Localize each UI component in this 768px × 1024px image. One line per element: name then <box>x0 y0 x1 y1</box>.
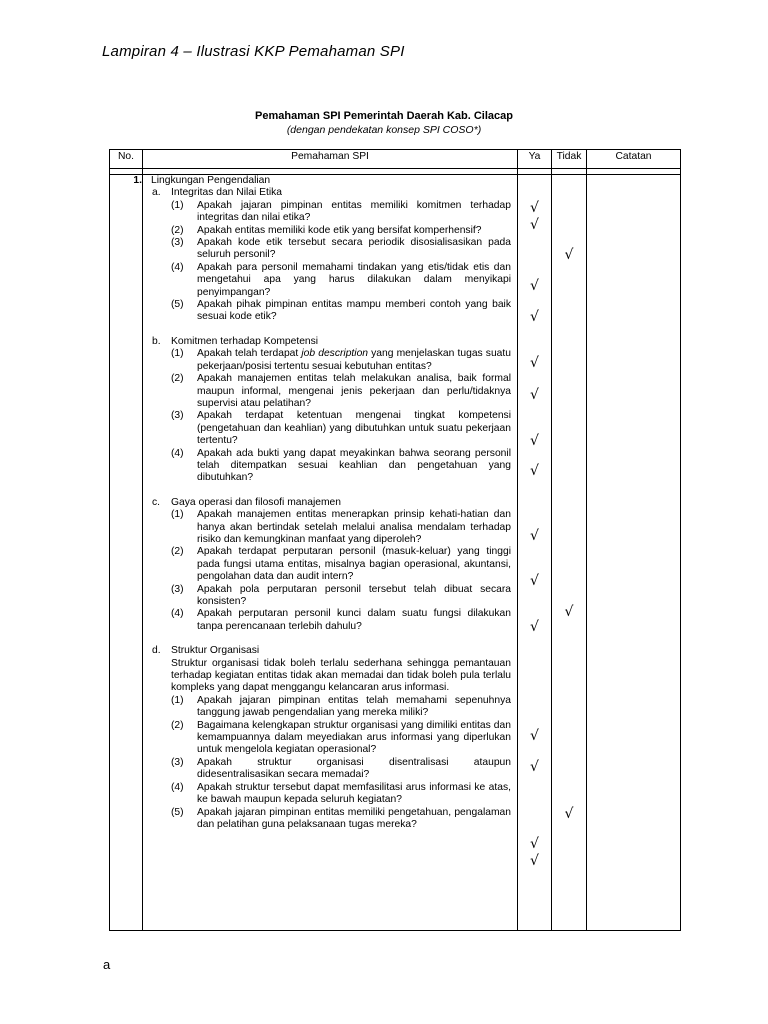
table-title: Pemahaman SPI Pemerintah Daerah Kab. Cilacap <box>255 110 513 122</box>
subsection-letter: a. <box>152 187 161 199</box>
list-item: (3) Apakah pola perputaran personil tersebut telah dibuat secara konsisten? <box>171 583 511 607</box>
content-cell <box>143 175 518 931</box>
subsection-label: Integritas dan Nilai Etika <box>171 187 283 199</box>
list-item: (2) Apakah terdapat perputaran personil (masuk-keluar) yang tinggi pada fungsi utama entitas, misalnya bagian operasional, akuntansi, pengolahan data dan audit intern? <box>171 546 511 583</box>
col-no: No. <box>110 150 143 169</box>
col-ya: Ya <box>518 150 552 169</box>
list-item: (3) Apakah terdapat ketentuan mengenai tingkat kompetensi (pengetahuan dan keahlian) yang dibutuhkan untuk suatu pekerjaan tertentu? <box>171 410 511 447</box>
list-item: (4) Apakah ada bukti yang dapat meyakinkan bahwa seorang personil telah ditempatkan sesuai keahlian dan pengetahuan yang dibutuhkan? <box>171 447 511 484</box>
list-item: (1) Apakah manajemen entitas menerapkan prinsip kehati-hatian dan hanya akan bertindak setelah melalui analisa mendalam terhadap risiko dan kemungkinan manfaat yang diperoleh? <box>171 509 511 545</box>
check-mark: √ <box>530 573 539 589</box>
subsection-a <box>143 187 517 323</box>
check-mark: √ <box>530 217 539 233</box>
subsection-label: Gaya operasi dan filosofi manajemen <box>171 496 341 508</box>
check-mark: √ <box>530 759 539 775</box>
list-item: (1) Apakah telah terdapat job description yang menjelaskan tugas suatu pekerjaan/posisi tertentu sesuai kebutuhan entitas? <box>171 348 511 372</box>
page-footer: a <box>103 957 111 972</box>
check-mark: √ <box>530 278 539 294</box>
list-item: (4) Apakah para personil memahami tindakan yang etis/tidak etis dan mengetahui apa yang harus dilakukan dalam menyikapi penyimpangan? <box>171 261 511 298</box>
document-header: Lampiran 4 – Ilustrasi KKP Pemahaman SPI <box>102 43 405 60</box>
check-mark: √ <box>564 604 574 620</box>
check-mark: √ <box>530 200 539 216</box>
check-mark: √ <box>530 433 539 449</box>
list-item: (5) Apakah pihak pimpinan entitas mampu memberi contoh yang baik sesuai kode etik? <box>171 299 511 323</box>
subsection-label: Komitmen terhadap Kompetensi <box>171 335 319 347</box>
check-mark: √ <box>530 728 539 744</box>
list-item: (2) Apakah manajemen entitas telah melakukan analisa, baik formal maupun informal, mengenai jenis pekerjaan dan perlu/tidaknya supervisi atau pelatihan? <box>171 373 511 409</box>
list-item: (3) Apakah kode etik tersebut secara periodik disosialisasikan pada seluruh personil? <box>171 237 511 261</box>
table-row <box>110 175 681 931</box>
spi-table <box>109 149 681 931</box>
check-mark: √ <box>530 853 539 869</box>
check-mark: √ <box>530 619 539 635</box>
subsection-letter: b. <box>152 335 161 347</box>
col-tidak: Tidak <box>552 150 587 169</box>
check-mark: √ <box>530 836 539 852</box>
list-item: (4) Apakah perputaran personil kunci dalam suatu fungsi dilakukan tanpa perencanaan terlebih dahulu? <box>171 608 511 632</box>
subsection-letter: c. <box>152 496 161 508</box>
subsection-label: Struktur Organisasi <box>171 645 260 657</box>
table-header-row <box>110 150 681 169</box>
subsection-d <box>143 645 517 831</box>
check-mark: √ <box>530 309 539 325</box>
col-pemahaman: Pemahaman SPI <box>143 150 518 169</box>
list-item: (1) Apakah jajaran pimpinan entitas telah memahami sepenuhnya tanggung jawab pengendalian yang mereka miliki? <box>171 694 511 719</box>
subsection-letter: d. <box>152 645 161 657</box>
check-mark: √ <box>530 528 539 544</box>
section-title: Lingkungan Pengendalian <box>151 175 271 186</box>
check-mark: √ <box>564 247 574 263</box>
list-item: (2) Apakah entitas memiliki kode etik yang bersifat komperhensif? <box>171 224 482 236</box>
subsection-c <box>143 497 517 633</box>
list-item: (4) Apakah struktur tersebut dapat memfasilitasi arus informasi ke atas, ke bawah maupun kepada seluruh kegiatan? <box>171 781 511 806</box>
list-item: (2) Bagaimana kelengkapan struktur organisasi yang dimiliki entitas dan kemampuannya dalam meyediakan arus informasi yang diperlukan untuk mengelola kegiatan operasional? <box>171 719 511 756</box>
list-item: (5) Apakah jajaran pimpinan entitas memiliki pengetahuan, pengalaman dan pelatihan guna pelaksanaan tugas mereka? <box>171 806 511 830</box>
list-item: (1) Apakah jajaran pimpinan entitas memiliki komitmen terhadap integritas dan nilai etika? <box>171 199 511 224</box>
ya-column-cell <box>518 175 552 931</box>
check-mark: √ <box>564 806 574 822</box>
col-catatan: Catatan <box>587 150 681 169</box>
tidak-column-cell <box>552 175 587 931</box>
subsection-intro: Struktur organisasi tidak boleh terlalu sederhana sehingga pemantauan terhadap kegiatan entitas tidak akan memadai dan tidak boleh pula terlalu kompleks yang dapat menggangu kelancaran arus informasi. <box>171 657 511 694</box>
subsection-b <box>143 336 517 485</box>
check-mark: √ <box>530 463 539 479</box>
check-mark: √ <box>530 387 539 403</box>
check-mark: √ <box>530 355 539 371</box>
list-item: (3) Apakah struktur organisasi disentralisasi ataupun didesentralisasikan secara memadai? <box>171 756 511 781</box>
table-subtitle: (dengan pendekatan konsep SPI COSO*) <box>286 124 482 136</box>
catatan-column-cell <box>587 175 681 931</box>
row-number: 1. <box>110 175 143 931</box>
